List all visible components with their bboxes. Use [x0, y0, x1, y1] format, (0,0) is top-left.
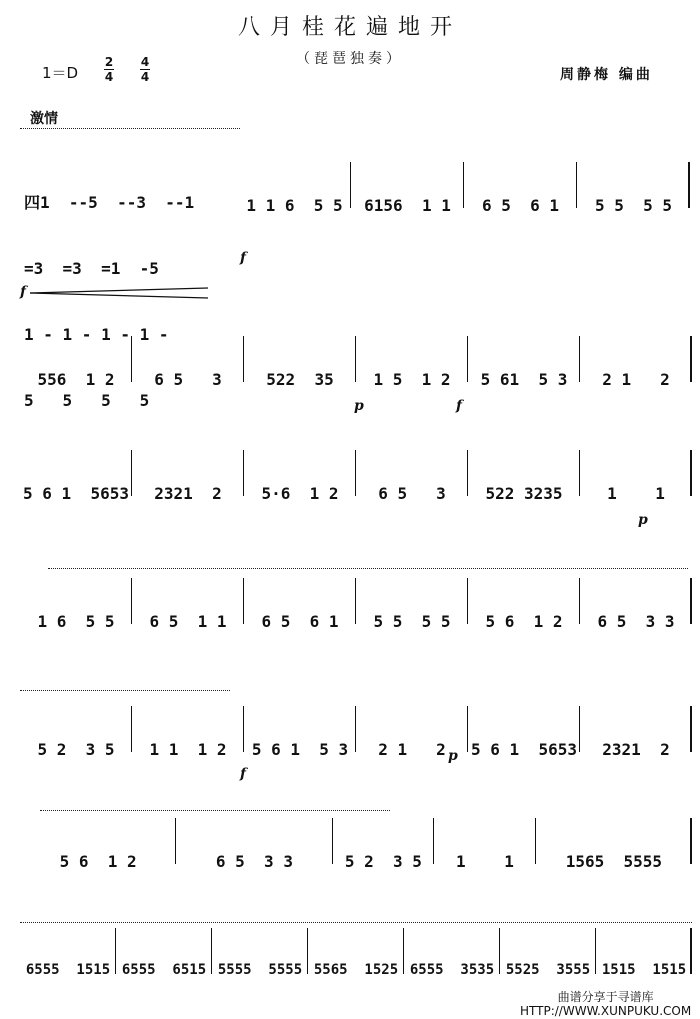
measure: 5525 3555 — [500, 962, 596, 978]
measure: 5 6 1 5653 — [468, 740, 580, 759]
time-sig-2-num: 4 — [140, 55, 150, 69]
divider — [48, 568, 688, 569]
measure: 6555 3535 — [404, 962, 500, 978]
measure: 2 1 2 — [356, 740, 468, 759]
measure: 6 5 6 1 — [464, 196, 577, 215]
measure: 5 6 1 5 3 — [244, 740, 356, 759]
tempo-marking: 激情 — [30, 111, 58, 127]
measure: 1 6 5 5 — [20, 612, 132, 631]
measure: 5 6 1 5653 — [20, 484, 132, 503]
measure: 1 1 6 5 5 — [238, 196, 351, 215]
measure: 5555 5555 — [212, 962, 308, 978]
measure: 522 35 — [244, 370, 356, 389]
measure: 1 1 — [580, 484, 692, 503]
measure: 1 1 1 2 — [132, 740, 244, 759]
measure: 5 5 5 5 — [577, 196, 690, 215]
dynamic-mark: p — [354, 398, 364, 414]
measure: 1565 5555 — [536, 852, 692, 871]
measure: 6555 6515 — [116, 962, 212, 978]
intro-line: 5 5 5 5 — [24, 391, 150, 410]
measure: 6 5 6 1 — [244, 612, 356, 631]
measure: 5 2 3 5 — [20, 740, 132, 759]
intro-line: 四1 --5 --3 --1 — [24, 193, 195, 212]
time-signature-2 — [140, 56, 150, 83]
measure: 6 5 3 — [356, 484, 468, 503]
measure: 5 5 5 5 — [356, 612, 468, 631]
site-watermark — [520, 990, 691, 1018]
time-sig-1-den: 4 — [104, 70, 114, 84]
measure: 5 61 5 3 — [468, 370, 580, 389]
measure: 2 1 2 — [580, 370, 692, 389]
dynamic-mark: p — [638, 512, 648, 528]
score-title: 八月桂花遍地开 — [237, 15, 462, 40]
score-row-7 — [20, 962, 692, 978]
watermark-line: 曲谱分享于寻谱库 — [557, 990, 654, 1004]
intro-line: 1 - 1 - 1 - 1 - — [24, 325, 169, 344]
dynamic-mark: p — [448, 748, 458, 764]
watermark-url: HTTP://WWW.XUNPUKU.COM — [520, 1004, 692, 1018]
score-row-1 — [238, 196, 690, 215]
measure: 5·6 1 2 — [244, 484, 356, 503]
measure: 522 3235 — [468, 484, 580, 503]
divider — [20, 128, 240, 129]
composer-credit: 周静梅 编曲 — [560, 67, 653, 83]
dynamic-mark: f — [456, 398, 463, 414]
measure: 1 5 1 2 — [356, 370, 468, 389]
time-sig-1-num: 2 — [104, 55, 114, 69]
measure: 5 2 3 5 — [333, 852, 435, 871]
divider — [40, 810, 390, 811]
measure: 6 5 3 3 — [176, 852, 332, 871]
measure: 556 1 2 — [20, 370, 132, 389]
measure: 6555 1515 — [20, 962, 116, 978]
measure: 5 6 1 2 — [468, 612, 580, 631]
measure: 5565 1525 — [308, 962, 404, 978]
dynamic-mark: f — [240, 250, 247, 266]
intro-line: =3 =3 =1 -5 — [24, 259, 159, 278]
measure: 6156 1 1 — [351, 196, 464, 215]
score-row-6 — [20, 852, 692, 871]
divider — [20, 922, 692, 923]
measure: 2321 2 — [580, 740, 692, 759]
measure: 2321 2 — [132, 484, 244, 503]
measure: 1 1 — [434, 852, 536, 871]
dynamic-mark: f — [20, 284, 27, 300]
measure: 6 5 1 1 — [132, 612, 244, 631]
measure: 6 5 3 3 — [580, 612, 692, 631]
key-signature: 1＝D — [42, 64, 79, 82]
score-subtitle: （琵琶独奏） — [296, 51, 404, 67]
measure: 1515 1515 — [596, 962, 692, 978]
score-row-3 — [20, 484, 692, 503]
score-row-5 — [20, 740, 692, 759]
time-signature-1 — [104, 56, 114, 83]
time-sig-2-den: 4 — [140, 70, 150, 84]
crescendo-hairpin — [20, 286, 210, 300]
score-row-4 — [20, 612, 692, 631]
dynamic-mark: f — [240, 766, 247, 782]
score-row-2 — [20, 370, 692, 389]
measure: 6 5 3 — [132, 370, 244, 389]
divider — [20, 690, 230, 691]
measure: 5 6 1 2 — [20, 852, 176, 871]
